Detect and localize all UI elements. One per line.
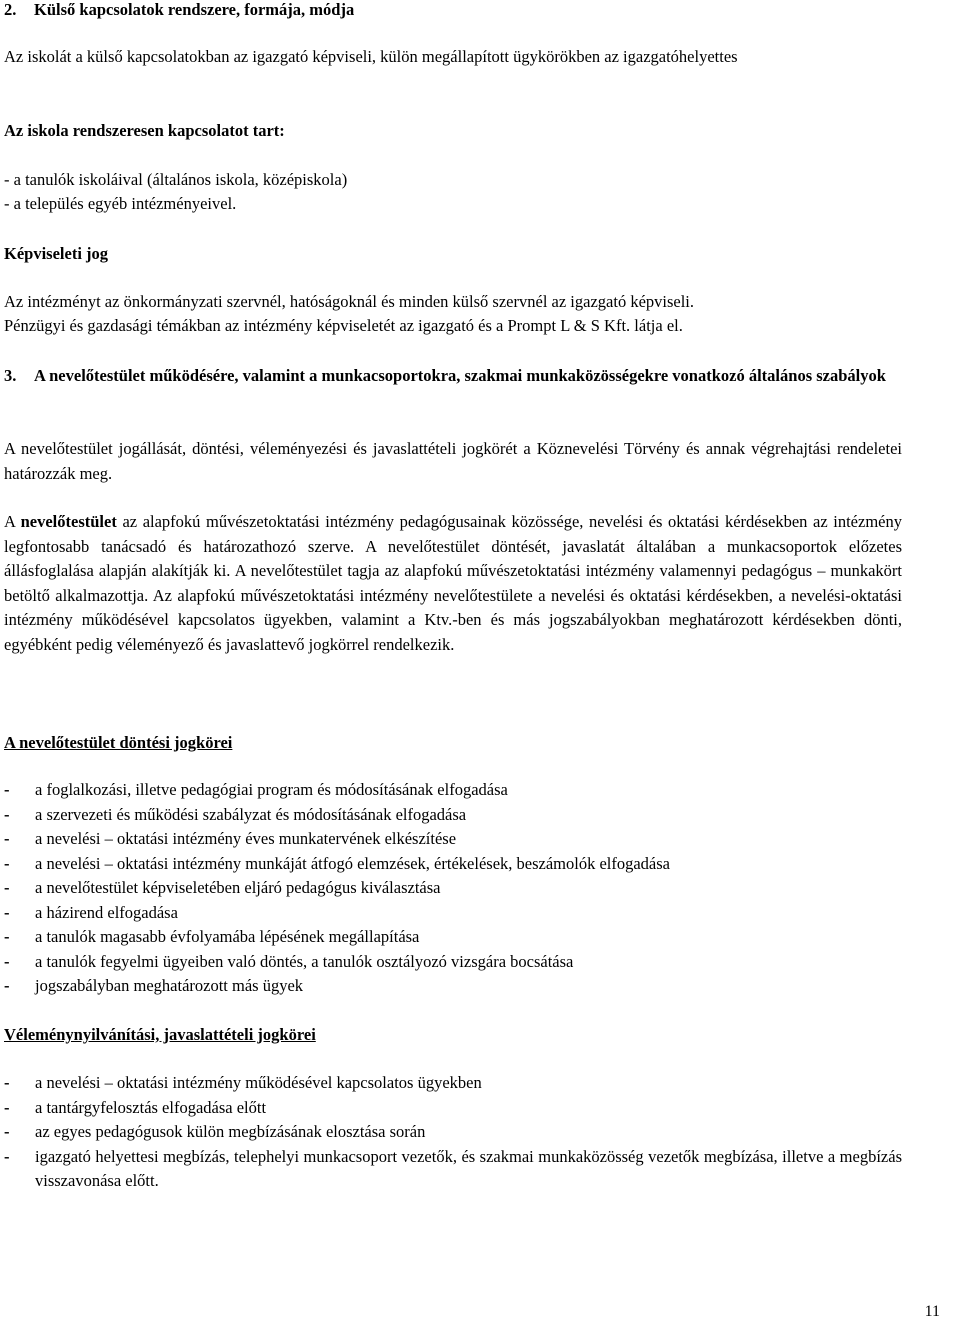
representation-line: Pénzügyi és gazdasági témákban az intézmény képviseletét az igazgató és a Prompt L & S Kft. látja el. [4, 316, 683, 335]
regular-contact-item: - a tanulók iskoláival (általános iskola, középiskola) [4, 170, 348, 189]
decision-powers-heading: A nevelőtestület döntési jogkörei [4, 733, 233, 752]
regular-contacts-heading: Az iskola rendszeresen kapcsolatot tart: [4, 121, 285, 140]
list-item [4, 1096, 902, 1121]
list-dash: - [4, 853, 10, 873]
list-item-text: igazgató helyettesi megbízás, telephelyi munkacsoport vezetők, és szakmai munkaközösség vezetők megbízása, illetve a megbízás visszavonása előtt. [35, 1146, 902, 1190]
list-item [4, 901, 902, 926]
section-3-number: 3. [4, 366, 17, 385]
list-item [4, 876, 902, 901]
list-dash: - [4, 976, 10, 995]
list-item-text: a tanulók magasabb évfolyamába lépésének megállapítása [35, 927, 420, 946]
section-3-heading [4, 364, 902, 389]
paragraph-2-bold-term: nevelőtestület [20, 512, 117, 531]
list-dash: - [4, 951, 10, 971]
list-dash: - [4, 780, 10, 799]
regular-contact-item: - a település egyéb intézményeivel. [4, 194, 237, 213]
section-2-heading [4, 0, 902, 23]
page-number: 11 [924, 1303, 940, 1320]
section-2-number: 2. [4, 0, 17, 19]
section-2-intro: Az iskolát a külső kapcsolatokban az igazgató képviseli, külön megállapított ügykörökben az igazgatóhelyettes [4, 47, 738, 66]
list-item [4, 950, 902, 975]
list-item-text: a nevelési – oktatási intézmény munkáját átfogó elemzések, értékelések, beszámolók elfogadása [35, 853, 670, 873]
list-dash: - [4, 829, 10, 848]
list-item-text: a nevelési – oktatási intézmény éves munkatervének elkészítése [35, 829, 457, 848]
list-dash: - [4, 1146, 10, 1166]
list-item [4, 1071, 902, 1096]
list-item-text: jogszabályban meghatározott más ügyek [35, 976, 304, 995]
list-item [4, 1120, 902, 1145]
list-item-text: a szervezeti és működési szabályzat és módosításának elfogadása [35, 804, 467, 824]
list-item [4, 925, 902, 950]
opinion-powers-list [4, 1071, 902, 1194]
list-item-text: a házirend elfogadása [35, 902, 178, 922]
list-item-text: a nevelőtestület képviseletében eljáró pedagógus kiválasztása [35, 878, 441, 897]
list-item [4, 1145, 902, 1194]
section-3-paragraph-2 [4, 510, 902, 657]
list-dash: - [4, 804, 10, 824]
list-dash: - [4, 902, 10, 922]
list-dash: - [4, 1097, 10, 1117]
opinion-powers-heading: Véleménynyilvánítási, javaslattételi jogkörei [4, 1025, 316, 1044]
list-item-text: a tantárgyfelosztás elfogadása előtt [35, 1097, 267, 1117]
paragraph-2-start: A [4, 512, 21, 531]
list-item [4, 778, 902, 803]
list-item [4, 974, 902, 999]
section-3-title: A nevelőtestület működésére, valamint a munkacsoportokra, szakmai munkaközösségekre vonatkozó általános szabályok [34, 366, 886, 385]
list-item-text: a nevelési – oktatási intézmény működésével kapcsolatos ügyekben [35, 1073, 482, 1092]
list-item-text: a foglalkozási, illetve pedagógiai program és módosításának elfogadása [35, 780, 508, 799]
decision-powers-list [4, 778, 902, 999]
list-item-text: a tanulók fegyelmi ügyeiben való döntés, a tanulók osztályozó vizsgára bocsátása [35, 951, 574, 971]
list-dash: - [4, 878, 10, 897]
list-dash: - [4, 1122, 10, 1141]
list-dash: - [4, 1073, 10, 1092]
list-item-text: az egyes pedagógusok külön megbízásának elosztása során [35, 1122, 426, 1141]
representation-heading: Képviseleti jog [4, 244, 109, 263]
list-item [4, 827, 902, 852]
list-item [4, 852, 902, 877]
paragraph-2-rest: az alapfokú művészetoktatási intézmény pedagógusainak közössége, nevelési és oktatási kérdésekben az intézmény legfontosabb tanácsadó és határozathozó szerve. A nevelőtestület döntését, javaslatát általában a munkacsoportok előzetes állásfoglalása alapján alakítják ki. A nevelőtestület tagja az alapfokú művészetoktatási intézmény valamennyi pedagógus – munkakört betöltő alkalmazottja. Az alapfokú művészetoktatási intézmény nevelőtestülete a nevelési és oktatási kérdésekben, a nevelési-oktatási intézmény működésével kapcsolatos ügyekben, valamint a Ktv.-ben és más jogszabályokban meghatározott kérdésekben dönti, egyébként pedig véleményező és javaslattevő jogkörrel rendelkezik. [4, 512, 902, 654]
representation-line: Az intézményt az önkormányzati szervnél, hatóságoknál és minden külső szervnél az igazgató képviseli. [4, 292, 695, 311]
list-item [4, 803, 902, 828]
section-2-title: Külső kapcsolatok rendszere, formája, módja [34, 0, 355, 19]
list-dash: - [4, 927, 10, 946]
section-3-paragraph-1: A nevelőtestület jogállását, döntési, véleményezési és javaslattételi jogkörét a Köznevelési Törvény és annak végrehajtási rendeletei határozzák meg. [4, 439, 902, 483]
